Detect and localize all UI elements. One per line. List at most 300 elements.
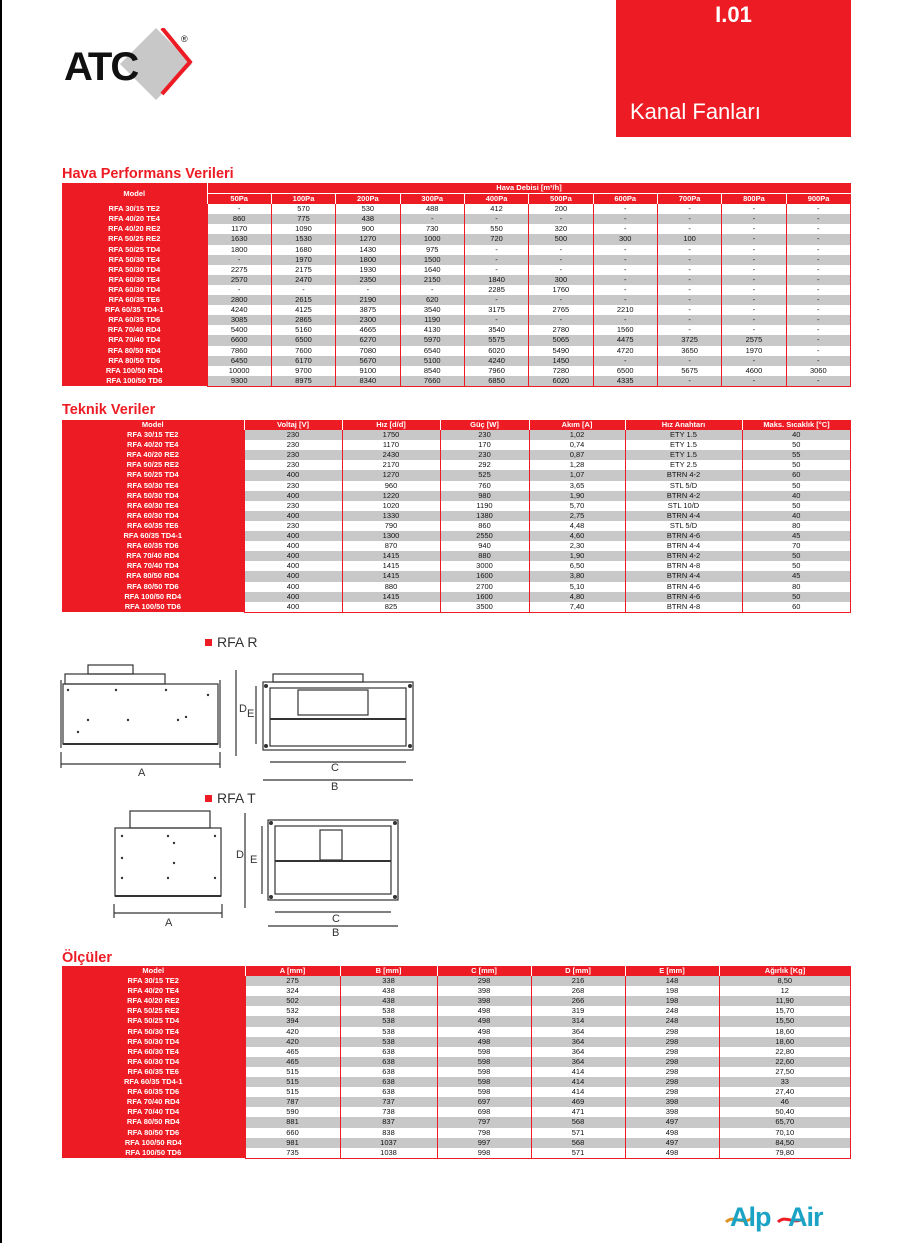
value-cell: - <box>464 255 528 265</box>
column-header: 700Pa <box>657 194 721 205</box>
model-cell: RFA 100/50 TD6 <box>62 1148 245 1159</box>
value-cell: 7600 <box>271 346 335 356</box>
value-cell: 532 <box>245 1006 340 1016</box>
value-cell: BTRN 4-4 <box>625 511 742 521</box>
value-cell: 216 <box>531 976 625 986</box>
value-cell: 5160 <box>271 325 335 335</box>
value-cell: 230 <box>244 440 342 450</box>
value-cell: 2,30 <box>529 541 625 551</box>
model-cell: RFA 40/20 RE2 <box>62 996 245 1006</box>
table-row <box>62 430 851 440</box>
value-cell: 230 <box>244 501 342 511</box>
value-cell: BTRN 4-4 <box>625 571 742 581</box>
model-cell: RFA 50/25 TD4 <box>62 245 207 255</box>
value-cell: 1430 <box>336 245 400 255</box>
value-cell: 80 <box>742 582 851 592</box>
value-cell: 298 <box>625 1027 719 1037</box>
value-cell: 4240 <box>207 305 271 315</box>
value-cell: 46 <box>719 1097 851 1107</box>
column-header: Güç [W] <box>440 420 529 430</box>
value-cell: - <box>529 265 593 275</box>
value-cell: 5400 <box>207 325 271 335</box>
value-cell: 6270 <box>336 335 400 345</box>
value-cell: - <box>657 275 721 285</box>
value-cell: 22,80 <box>719 1047 851 1057</box>
value-cell: 2170 <box>342 460 440 470</box>
table-row <box>62 592 851 602</box>
table-row <box>62 450 851 460</box>
value-cell: 471 <box>531 1107 625 1117</box>
value-cell: - <box>722 376 786 387</box>
label-d: D <box>239 703 247 715</box>
value-cell: 11,90 <box>719 996 851 1006</box>
table-row <box>62 305 851 315</box>
value-cell: 394 <box>245 1016 340 1026</box>
table-row <box>62 1148 851 1159</box>
model-cell: RFA 50/25 RE2 <box>62 460 244 470</box>
value-cell: 6540 <box>400 346 464 356</box>
value-cell: 414 <box>531 1087 625 1097</box>
value-cell: 975 <box>400 245 464 255</box>
value-cell: 4600 <box>722 366 786 376</box>
value-cell: - <box>786 285 850 295</box>
value-cell: 500 <box>529 234 593 244</box>
value-cell: 7080 <box>336 346 400 356</box>
value-cell: - <box>657 255 721 265</box>
value-cell: 502 <box>245 996 340 1006</box>
table-row <box>62 440 851 450</box>
table-row <box>62 265 851 275</box>
table-row <box>62 1006 851 1016</box>
value-cell: 571 <box>531 1148 625 1159</box>
value-cell: 1415 <box>342 571 440 581</box>
value-cell: 298 <box>437 976 531 986</box>
value-cell: 2350 <box>336 275 400 285</box>
table-row <box>62 1047 851 1057</box>
value-cell: - <box>722 265 786 275</box>
page-edge-stripe <box>0 0 2 1243</box>
table-row <box>62 1138 851 1148</box>
value-cell: 400 <box>244 602 342 613</box>
value-cell: 2700 <box>440 582 529 592</box>
value-cell: - <box>786 204 850 214</box>
model-cell: RFA 50/30 TE4 <box>62 255 207 265</box>
value-cell: 3175 <box>464 305 528 315</box>
model-cell: RFA 60/30 TE4 <box>62 501 244 511</box>
value-cell: 400 <box>244 511 342 521</box>
value-cell: 660 <box>245 1128 340 1138</box>
value-cell: - <box>786 295 850 305</box>
value-cell: 465 <box>245 1057 340 1067</box>
performance-table <box>62 183 851 387</box>
model-cell: RFA 80/50 TD6 <box>62 356 207 366</box>
value-cell: - <box>464 214 528 224</box>
drawing-title-text: RFA T <box>217 790 256 806</box>
model-cell: RFA 70/40 TD4 <box>62 1107 245 1117</box>
value-cell: 738 <box>340 1107 437 1117</box>
value-cell: - <box>207 285 271 295</box>
model-cell: RFA 60/30 TD4 <box>62 1057 245 1067</box>
value-cell: 60 <box>742 602 851 613</box>
table-row <box>62 356 851 366</box>
value-cell: - <box>722 295 786 305</box>
value-cell: 4240 <box>464 356 528 366</box>
value-cell: 3000 <box>440 561 529 571</box>
value-cell: 2570 <box>207 275 271 285</box>
value-cell: 1220 <box>342 491 440 501</box>
value-cell: 1300 <box>342 531 440 541</box>
value-cell: 6,50 <box>529 561 625 571</box>
value-cell: 438 <box>340 986 437 996</box>
bullet-square-icon <box>205 639 212 646</box>
value-cell: 7860 <box>207 346 271 356</box>
value-cell: 1840 <box>464 275 528 285</box>
value-cell: - <box>593 295 657 305</box>
value-cell: 787 <box>245 1097 340 1107</box>
table-row <box>62 531 851 541</box>
value-cell: 638 <box>340 1047 437 1057</box>
model-cell: RFA 30/15 TE2 <box>62 204 207 214</box>
value-cell: 298 <box>625 1087 719 1097</box>
value-cell: 50 <box>742 592 851 602</box>
value-cell: 638 <box>340 1067 437 1077</box>
value-cell: - <box>657 285 721 295</box>
table-row <box>62 1016 851 1026</box>
table-row <box>62 335 851 345</box>
value-cell: 881 <box>245 1117 340 1127</box>
table-row <box>62 986 851 996</box>
value-cell: 230 <box>440 450 529 460</box>
value-cell: - <box>786 255 850 265</box>
value-cell: 324 <box>245 986 340 996</box>
value-cell: - <box>786 346 850 356</box>
value-cell: 2765 <box>529 305 593 315</box>
value-cell: 45 <box>742 531 851 541</box>
value-cell: 50 <box>742 460 851 470</box>
front-view-frame <box>263 682 413 750</box>
category-header <box>616 0 851 137</box>
table-row <box>62 1067 851 1077</box>
side-view-body <box>63 684 218 744</box>
value-cell: 760 <box>440 481 529 491</box>
value-cell: 292 <box>440 460 529 470</box>
value-cell: 1038 <box>340 1148 437 1159</box>
value-cell: 571 <box>531 1128 625 1138</box>
value-cell: 1090 <box>271 224 335 234</box>
value-cell: 248 <box>625 1006 719 1016</box>
value-cell: 1800 <box>336 255 400 265</box>
value-cell: 880 <box>440 551 529 561</box>
performance-title: Hava Performans Verileri <box>62 166 234 182</box>
value-cell: - <box>529 255 593 265</box>
drawing-rfa-t <box>110 808 410 938</box>
value-cell: 2150 <box>400 275 464 285</box>
value-cell: 70 <box>742 541 851 551</box>
value-cell: - <box>722 315 786 325</box>
table-row <box>62 561 851 571</box>
value-cell: 364 <box>531 1057 625 1067</box>
value-cell: 230 <box>440 430 529 440</box>
column-header: Voltaj [V] <box>244 420 342 430</box>
value-cell: 398 <box>625 1097 719 1107</box>
value-cell: 15,50 <box>719 1016 851 1026</box>
table-row <box>62 996 851 1006</box>
drawing-title-rfa-r <box>205 634 257 650</box>
value-cell: 170 <box>440 440 529 450</box>
value-cell: 568 <box>531 1138 625 1148</box>
alpair-right-text: Air <box>788 1202 823 1232</box>
value-cell: - <box>786 224 850 234</box>
value-cell: 198 <box>625 996 719 1006</box>
model-cell: RFA 60/30 TE4 <box>62 275 207 285</box>
model-cell: RFA 80/50 RD4 <box>62 571 244 581</box>
value-cell: 2575 <box>722 335 786 345</box>
value-cell: 300 <box>529 275 593 285</box>
value-cell: 248 <box>625 1016 719 1026</box>
value-cell: 398 <box>437 996 531 1006</box>
value-cell: 1450 <box>529 356 593 366</box>
model-cell: RFA 100/50 TD6 <box>62 376 207 387</box>
value-cell: - <box>464 245 528 255</box>
value-cell: 7960 <box>464 366 528 376</box>
value-cell: 22,60 <box>719 1057 851 1067</box>
value-cell: 797 <box>437 1117 531 1127</box>
value-cell: 638 <box>340 1087 437 1097</box>
column-header: Maks. Sıcaklık [°C] <box>742 420 851 430</box>
model-cell: RFA 50/30 TE4 <box>62 481 244 491</box>
value-cell: 18,60 <box>719 1037 851 1047</box>
value-cell: BTRN 4-2 <box>625 470 742 480</box>
value-cell: 50 <box>742 440 851 450</box>
value-cell: 698 <box>437 1107 531 1117</box>
value-cell: 364 <box>531 1027 625 1037</box>
atc-logo <box>62 28 197 100</box>
value-cell: - <box>529 245 593 255</box>
value-cell: 568 <box>531 1117 625 1127</box>
label-a: A <box>138 767 146 779</box>
value-cell: 1970 <box>722 346 786 356</box>
value-cell: 0,87 <box>529 450 625 460</box>
value-cell: 4,48 <box>529 521 625 531</box>
value-cell: 364 <box>531 1047 625 1057</box>
dimensions-table <box>62 966 851 1159</box>
value-cell: 314 <box>531 1016 625 1026</box>
value-cell: 1,28 <box>529 460 625 470</box>
value-cell: 1630 <box>207 234 271 244</box>
value-cell: - <box>464 295 528 305</box>
model-cell: RFA 60/35 TD6 <box>62 541 244 551</box>
value-cell: - <box>722 305 786 315</box>
value-cell: 4720 <box>593 346 657 356</box>
value-cell: 1330 <box>342 511 440 521</box>
value-cell: 9700 <box>271 366 335 376</box>
model-cell: RFA 50/25 TD4 <box>62 470 244 480</box>
value-cell: BTRN 4-6 <box>625 592 742 602</box>
value-cell: 4335 <box>593 376 657 387</box>
value-cell: - <box>657 376 721 387</box>
value-cell: 5490 <box>529 346 593 356</box>
table-row <box>62 481 851 491</box>
value-cell: 2300 <box>336 315 400 325</box>
value-cell: 60 <box>742 470 851 480</box>
table-row <box>62 295 851 305</box>
value-cell: 2175 <box>271 265 335 275</box>
value-cell: 1750 <box>342 430 440 440</box>
value-cell: 1800 <box>207 245 271 255</box>
value-cell: 27,40 <box>719 1087 851 1097</box>
value-cell: 498 <box>625 1148 719 1159</box>
value-cell: 70,10 <box>719 1128 851 1138</box>
model-cell: RFA 60/35 TE6 <box>62 295 207 305</box>
model-header: Model <box>62 183 207 204</box>
value-cell: - <box>593 285 657 295</box>
value-cell: - <box>722 255 786 265</box>
value-cell: 50,40 <box>719 1107 851 1117</box>
table-row <box>62 204 851 214</box>
model-cell: RFA 60/30 TD4 <box>62 285 207 295</box>
table-row <box>62 224 851 234</box>
value-cell: 230 <box>244 521 342 531</box>
model-cell: RFA 40/20 TE4 <box>62 986 245 996</box>
value-cell: 2210 <box>593 305 657 315</box>
column-header: Ağırlık [Kg] <box>719 966 851 976</box>
technical-table <box>62 420 851 613</box>
model-cell: RFA 60/35 TD4-1 <box>62 305 207 315</box>
model-cell: RFA 100/50 RD4 <box>62 366 207 376</box>
model-cell: RFA 30/15 TE2 <box>62 976 245 986</box>
value-cell: 1270 <box>336 234 400 244</box>
value-cell: BTRN 4-6 <box>625 582 742 592</box>
table-row <box>62 1117 851 1127</box>
value-cell: - <box>657 295 721 305</box>
value-cell: 230 <box>244 450 342 460</box>
value-cell: 980 <box>440 491 529 501</box>
value-cell: 400 <box>244 571 342 581</box>
value-cell: 148 <box>625 976 719 986</box>
value-cell: 1640 <box>400 265 464 275</box>
page-code: I.01 <box>715 2 752 27</box>
value-cell: 200 <box>529 204 593 214</box>
model-cell: RFA 50/30 TD4 <box>62 491 244 501</box>
value-cell: 6850 <box>464 376 528 387</box>
value-cell: - <box>400 285 464 295</box>
value-cell: - <box>722 356 786 366</box>
value-cell: 4,60 <box>529 531 625 541</box>
value-cell: STL 10/D <box>625 501 742 511</box>
value-cell: 8540 <box>400 366 464 376</box>
value-cell: 15,70 <box>719 1006 851 1016</box>
value-cell: ETY 1.5 <box>625 450 742 460</box>
value-cell: 320 <box>529 224 593 234</box>
value-cell: BTRN 4-8 <box>625 561 742 571</box>
value-cell: 790 <box>342 521 440 531</box>
value-cell: BTRN 4-4 <box>625 541 742 551</box>
value-cell: - <box>593 265 657 275</box>
value-cell: 488 <box>400 204 464 214</box>
value-cell: 3,80 <box>529 571 625 581</box>
column-header: 800Pa <box>722 194 786 205</box>
value-cell: 1,07 <box>529 470 625 480</box>
table-row <box>62 460 851 470</box>
label-a: A <box>165 917 173 929</box>
value-cell: 198 <box>625 986 719 996</box>
value-cell: 45 <box>742 571 851 581</box>
label-c: C <box>332 913 340 925</box>
value-cell: 638 <box>340 1057 437 1067</box>
value-cell: 6170 <box>271 356 335 366</box>
value-cell: 3540 <box>464 325 528 335</box>
value-cell: 400 <box>244 582 342 592</box>
value-cell: 825 <box>342 602 440 613</box>
value-cell: 4665 <box>336 325 400 335</box>
value-cell: 2615 <box>271 295 335 305</box>
value-cell: 4,80 <box>529 592 625 602</box>
value-cell: - <box>529 295 593 305</box>
value-cell: - <box>722 285 786 295</box>
value-cell: - <box>657 305 721 315</box>
value-cell: 1600 <box>440 571 529 581</box>
label-c: C <box>331 762 339 774</box>
value-cell: 5670 <box>336 356 400 366</box>
table-row <box>62 275 851 285</box>
table-row <box>62 551 851 561</box>
model-cell: RFA 70/40 RD4 <box>62 325 207 335</box>
table-row <box>62 1057 851 1067</box>
value-cell: 230 <box>244 481 342 491</box>
value-cell: - <box>593 356 657 366</box>
table-row <box>62 571 851 581</box>
value-cell: 1190 <box>440 501 529 511</box>
model-cell: RFA 50/30 TD4 <box>62 265 207 275</box>
value-cell: 2550 <box>440 531 529 541</box>
value-cell: 1500 <box>400 255 464 265</box>
value-cell: 27,50 <box>719 1067 851 1077</box>
value-cell: 498 <box>437 1037 531 1047</box>
value-cell: 40 <box>742 491 851 501</box>
table-row <box>62 1027 851 1037</box>
value-cell: - <box>722 275 786 285</box>
table-row <box>62 285 851 295</box>
value-cell: - <box>657 356 721 366</box>
value-cell: 1560 <box>593 325 657 335</box>
value-cell: 3540 <box>400 305 464 315</box>
model-cell: RFA 80/50 RD4 <box>62 346 207 356</box>
table-row <box>62 315 851 325</box>
table-row <box>62 491 851 501</box>
value-cell: - <box>786 305 850 315</box>
table-row <box>62 501 851 511</box>
value-cell: - <box>657 214 721 224</box>
value-cell: 997 <box>437 1138 531 1148</box>
value-cell: 598 <box>437 1067 531 1077</box>
value-cell: - <box>786 245 850 255</box>
value-cell: 1,90 <box>529 551 625 561</box>
value-cell: 8340 <box>336 376 400 387</box>
value-cell: 1270 <box>342 470 440 480</box>
value-cell: - <box>464 315 528 325</box>
value-cell: 298 <box>625 1037 719 1047</box>
value-cell: 55 <box>742 450 851 460</box>
model-cell: RFA 60/35 TE6 <box>62 1067 245 1077</box>
model-cell: RFA 60/35 TD6 <box>62 1087 245 1097</box>
value-cell: - <box>722 214 786 224</box>
value-cell: 515 <box>245 1077 340 1087</box>
table-row <box>62 1037 851 1047</box>
value-cell: 414 <box>531 1077 625 1087</box>
table-row <box>62 1128 851 1138</box>
value-cell: 5,70 <box>529 501 625 511</box>
model-cell: RFA 100/50 RD4 <box>62 592 244 602</box>
